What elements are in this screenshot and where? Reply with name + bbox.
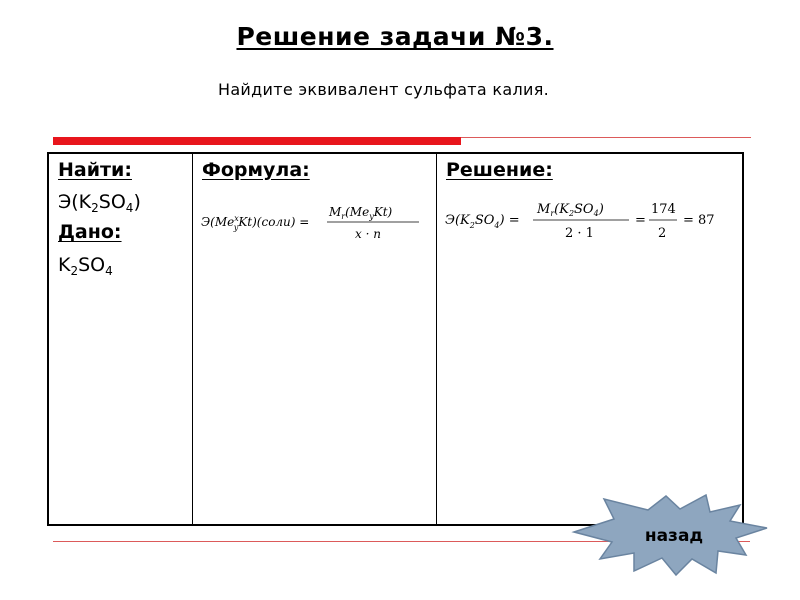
svg-text:= 87: = 87	[683, 213, 715, 228]
column-find-given	[49, 154, 193, 524]
solution-header: Решение:	[446, 159, 553, 181]
solution-equation	[437, 194, 741, 254]
svg-text:Э(MexyKt)(соли) =: Э(Me$^x$ yKt)(соли) =	[201, 214, 310, 232]
svg-text:Э(K2SO4) =: $Э(K_2SO_4)$ =	[445, 213, 520, 230]
svg-text:Mr(K2SO4): $M_r(K_2SO_4)$	[537, 202, 604, 218]
svg-text:=: =	[635, 213, 646, 228]
svg-text:Mr(MeyKt): $M_r(Me_yKt)$	[329, 205, 393, 221]
back-button-label: назад	[644, 526, 704, 546]
find-value: $Э(K_2SO_4)$	[58, 191, 141, 215]
solution-table	[47, 152, 744, 526]
column-solution	[437, 154, 742, 524]
page-title: Решение задачи №3.	[236, 22, 554, 51]
back-button[interactable]	[570, 493, 770, 577]
svg-text:2: 2	[658, 226, 667, 241]
column-formula	[193, 154, 437, 524]
equivalent-formula	[193, 198, 433, 258]
svg-text:174: 174	[651, 202, 676, 217]
red-accent-bar	[53, 137, 461, 145]
given-header: Дано:	[58, 221, 122, 243]
svg-text:x · n: x · n	[355, 227, 381, 241]
given-value: $K_2SO_4$	[58, 254, 113, 278]
formula-header: Формула:	[202, 159, 310, 181]
red-divider-top	[461, 137, 751, 138]
task-statement: Найдите эквивалент сульфата калия.	[218, 80, 550, 99]
svg-text:2 · 1: 2 · 1	[565, 226, 594, 241]
find-header: Найти:	[58, 159, 132, 181]
